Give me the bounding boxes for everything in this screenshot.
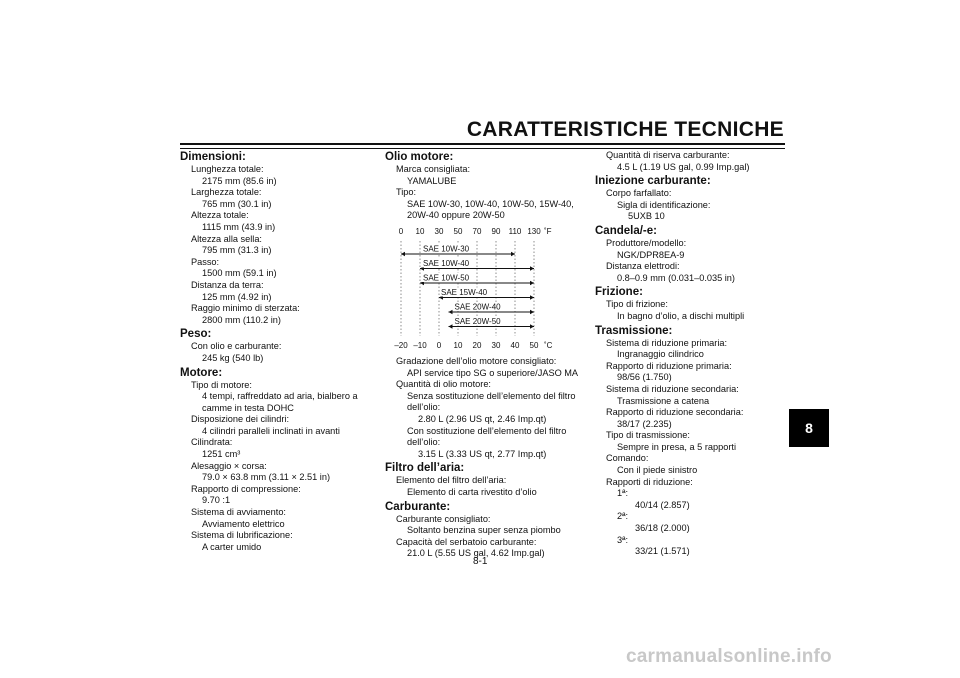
title-rule-thin (180, 148, 785, 149)
spec-label: Altezza totale: (191, 210, 249, 221)
spec-value: 2175 mm (85.6 in) (202, 175, 277, 186)
f-tick-label: 110 (508, 226, 522, 236)
f-tick-label: 0 (398, 226, 404, 236)
spec-value: In bagno d’olio, a dischi multipli (617, 310, 745, 321)
arrow-head-left (449, 324, 453, 328)
spec-value: 20W-40 oppure 20W-50 (407, 210, 505, 221)
spec-label: Larghezza totale: (191, 187, 262, 198)
spec-value: 2.80 L (2.96 US qt, 2.46 Imp.qt) (418, 413, 547, 424)
spec-value: 5UXB 10 (628, 211, 665, 222)
c-tick-label: 10 (453, 340, 463, 350)
spec-value: 3.15 L (3.33 US qt, 2.77 Imp.qt) (418, 448, 547, 459)
spec-value: Ingranaggio cilindrico (617, 349, 704, 360)
f-tick-label: 30 (434, 226, 444, 236)
spec-label: Gradazione dell’olio motore consigliato: (396, 355, 557, 366)
arrow-head-right (530, 310, 534, 314)
c-tick-label: 30 (491, 340, 501, 350)
spec-value: Senza sostituzione dell’elemento del filtro (407, 390, 576, 401)
spec-value: API service tipo SG o superiore/JASO MA (407, 367, 579, 378)
f-tick-label: 90 (491, 226, 501, 236)
page-number: 8-1 (473, 556, 488, 567)
spec-label: Altezza alla sella: (191, 233, 262, 244)
spec-value: 3ª: (617, 534, 629, 545)
spec-value: dell’olio: (407, 402, 441, 413)
spec-label: Elemento del filtro dell’aria: (396, 475, 507, 486)
spec-value: 1500 mm (59.1 in) (202, 268, 277, 279)
spec-label: Corpo farfallato: (606, 188, 672, 199)
spec-value: 4 cilindri paralleli inclinati in avanti (202, 425, 340, 436)
spec-value: Trasmissione a catena (617, 395, 710, 406)
section-heading: Carburante: (385, 500, 451, 513)
c-unit-label: ˚C (544, 340, 553, 350)
spec-label: Tipo di motore: (191, 379, 252, 390)
spec-value: Elemento di carta rivestito d’olio (407, 486, 537, 497)
spec-value: 2ª: (617, 511, 629, 522)
spec-label: Rapporti di riduzione: (606, 476, 693, 487)
sae-grade-label: SAE 20W-40 (454, 302, 501, 312)
sae-grade-label: SAE 10W-50 (423, 273, 470, 283)
spec-value: Soltanto benzina super senza piombo (407, 525, 561, 536)
sae-grade-label: SAE 10W-30 (423, 244, 470, 254)
arrow-head-right (530, 281, 534, 285)
spec-value: 79.0 × 63.8 mm (3.11 × 2.51 in) (202, 472, 331, 483)
spec-value: Con sostituzione dell’elemento del filtro (407, 425, 567, 436)
spec-value: 245 kg (540 lb) (202, 352, 264, 363)
spec-value: 1251 cm³ (202, 449, 241, 460)
spec-value: dell’olio: (407, 437, 441, 448)
c-tick-label: 50 (529, 340, 539, 350)
spec-label: Marca consigliata: (396, 164, 471, 174)
arrow-head-right (511, 252, 515, 256)
spec-value: NGK/DPR8EA-9 (617, 249, 685, 260)
spec-label: Rapporto di riduzione primaria: (606, 360, 732, 371)
spec-value: 2800 mm (110.2 in) (202, 314, 281, 325)
spec-label: Comando: (606, 453, 649, 464)
column-2 (385, 150, 585, 560)
section-heading: Peso: (180, 328, 212, 341)
spec-label: Rapporto di riduzione secondaria: (606, 407, 744, 418)
c-tick-label: –20 (394, 340, 408, 350)
spec-value: Sigla di identificazione: (617, 199, 711, 210)
spec-label: Tipo di trasmissione: (606, 430, 690, 441)
oil-quantity-section (385, 356, 585, 560)
spec-label: Quantità di olio motore: (396, 379, 491, 390)
arrow-head-left (401, 252, 405, 256)
section-heading: Dimensioni: (180, 151, 246, 163)
spec-label: Sistema di riduzione secondaria: (606, 383, 739, 394)
section-heading: Iniezione carburante: (595, 175, 711, 188)
section-heading: Frizione: (595, 286, 643, 299)
spec-label: Sistema di avviamento: (191, 507, 286, 518)
spec-label: Produttore/modello: (606, 237, 687, 248)
spec-label: Tipo: (396, 187, 417, 198)
spec-value: A carter umido (202, 541, 262, 552)
spec-label: Tipo di frizione: (606, 299, 668, 310)
f-tick-label: 50 (453, 226, 463, 236)
section-heading: Candela/-e: (595, 224, 657, 237)
section-heading: Olio motore: (385, 151, 454, 163)
f-unit-label: ˚F (544, 226, 552, 236)
f-tick-label: 70 (472, 226, 482, 236)
spec-label: Passo: (191, 256, 220, 267)
c-tick-label: 20 (472, 340, 482, 350)
spec-label: Con olio e carburante: (191, 341, 282, 352)
spec-value: 1ª: (617, 488, 629, 499)
spec-value: 40/14 (2.857) (635, 499, 690, 510)
spec-label: Capacità del serbatoio carburante: (396, 536, 537, 547)
spec-label: Distanza da terra: (191, 279, 264, 290)
page-title: CARATTERISTICHE TECNICHE (466, 118, 784, 141)
arrow-head-left (449, 310, 453, 314)
spec-value: 4 tempi, raffreddato ad aria, bialbero a (202, 391, 358, 402)
spec-label: Quantità di riserva carburante: (606, 150, 730, 160)
spec-value: 9.70 :1 (202, 495, 231, 506)
spec-value: 0.8–0.9 mm (0.031–0.035 in) (617, 272, 735, 283)
arrow-head-right (530, 324, 534, 328)
spec-label: Disposizione dei cilindri: (191, 414, 290, 425)
spec-value: 4.5 L (1.19 US gal, 0.99 Imp.gal) (617, 161, 750, 172)
spec-value: 98/56 (1.750) (617, 372, 672, 383)
spec-label: Cilindrata: (191, 437, 233, 448)
spec-label: Sistema di riduzione primaria: (606, 337, 728, 348)
spec-label: Carburante consigliato: (396, 513, 491, 524)
spec-value: 765 mm (30.1 in) (202, 198, 272, 209)
spec-value: 795 mm (31.3 in) (202, 245, 272, 256)
spec-value: 33/21 (1.571) (635, 546, 690, 557)
column-1 (180, 150, 370, 553)
section-heading: Filtro dell’aria: (385, 462, 465, 475)
spec-label: Distanza elettrodi: (606, 261, 680, 272)
spec-label: Rapporto di compressione: (191, 483, 301, 494)
spec-value: 1115 mm (43.9 in) (202, 221, 276, 232)
spec-value: 36/18 (2.000) (635, 523, 690, 534)
sae-grade-label: SAE 15W-40 (441, 287, 488, 297)
spec-value: 38/17 (2.235) (617, 418, 672, 429)
column-3 (595, 150, 785, 558)
spec-value: 125 mm (4.92 in) (202, 291, 272, 302)
spec-value: 21.0 L (5.55 US gal, 4.62 Imp.gal) (407, 548, 545, 559)
spec-label: Lunghezza totale: (191, 164, 264, 174)
spec-label: Alesaggio × corsa: (191, 460, 267, 471)
title-rule (180, 143, 785, 145)
engine-oil-section (385, 150, 585, 222)
c-tick-label: 40 (510, 340, 520, 350)
sae-grade-label: SAE 20W-50 (454, 316, 501, 326)
arrow-head-right (530, 295, 534, 299)
spec-label: Sistema di lubrificazione: (191, 530, 293, 541)
spec-value: YAMALUBE (407, 175, 457, 186)
sae-grade-label: SAE 10W-40 (423, 258, 470, 268)
spec-value: camme in testa DOHC (202, 402, 294, 413)
section-heading: Trasmissione: (595, 324, 673, 337)
c-tick-label: –10 (413, 340, 427, 350)
spec-value: Avviamento elettrico (202, 518, 285, 529)
oil-viscosity-chart (391, 224, 566, 354)
spec-value: SAE 10W-30, 10W-40, 10W-50, 15W-40, (407, 198, 574, 209)
spec-value: Con il piede sinistro (617, 465, 698, 476)
spec-label: Raggio minimo di sterzata: (191, 303, 300, 314)
f-tick-label: 130 (527, 226, 541, 236)
f-tick-label: 10 (415, 226, 425, 236)
watermark: carmanualsonline.info (626, 646, 832, 667)
c-tick-label: 0 (436, 340, 442, 350)
spec-value: Sempre in presa, a 5 rapporti (617, 441, 736, 452)
arrow-head-right (530, 266, 534, 270)
chapter-tab[interactable]: 8 (789, 409, 829, 447)
section-heading: Motore: (180, 366, 223, 379)
